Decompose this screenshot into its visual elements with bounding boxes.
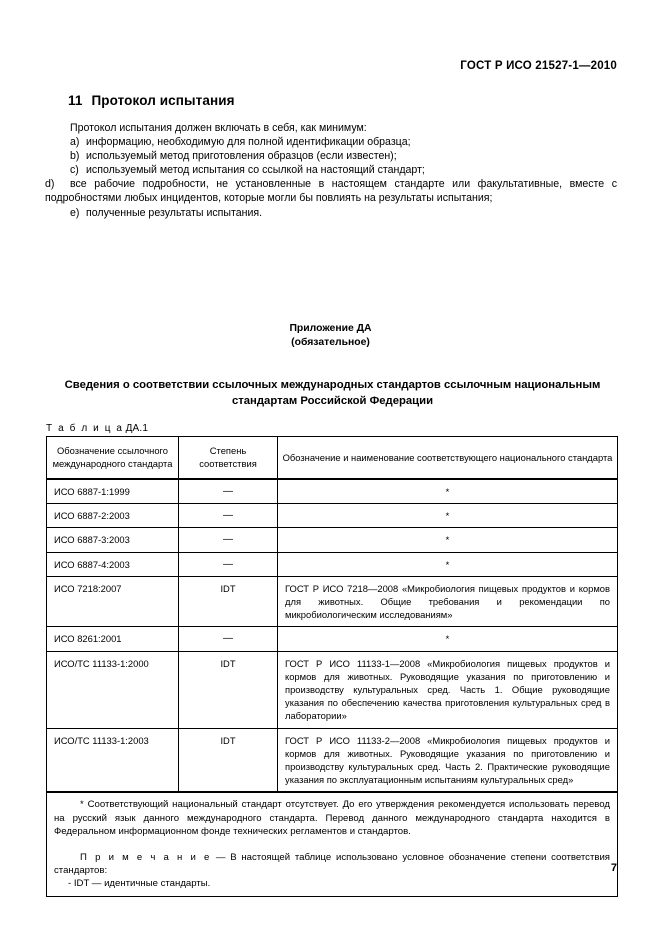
column-header-degree: Степень соответствия <box>179 437 278 480</box>
list-marker: d) <box>45 178 55 191</box>
table-label-prefix: Т а б л и ц а <box>46 423 124 434</box>
cell-degree: — <box>179 552 278 576</box>
list-text: используемый метод испытания со ссылкой на настоящий стандарт; <box>86 164 425 177</box>
column-header-international-standard: Обозначение ссылочного международного стандарта <box>47 437 179 480</box>
list-item <box>45 149 617 163</box>
clause-heading <box>68 93 235 108</box>
cell-international-standard: ИСО 6887-2:2003 <box>47 504 179 528</box>
cell-international-standard: ИСО/ТС 11133-1:2000 <box>47 651 179 728</box>
clause-number: 11 <box>68 93 83 108</box>
annex-caption-line2: (обязательное) <box>291 336 370 348</box>
table-label <box>46 423 148 434</box>
cell-national-standard: * <box>278 479 618 504</box>
cell-degree: IDT <box>179 576 278 627</box>
cell-national-standard: * <box>278 627 618 651</box>
list-marker: b) <box>70 150 80 163</box>
cell-degree: IDT <box>179 728 278 792</box>
clause-intro: Протокол испытания должен включать в себя, как минимум: <box>70 122 367 134</box>
table-row <box>47 576 618 627</box>
cell-international-standard: ИСО 7218:2007 <box>47 576 179 627</box>
table-label-number: ДА.1 <box>125 423 149 434</box>
annex-caption <box>0 322 661 349</box>
table-row <box>47 651 618 728</box>
list-marker: a) <box>70 136 80 149</box>
table-footnote-row <box>47 792 618 896</box>
table-row <box>47 728 618 792</box>
cell-international-standard: ИСО 6887-4:2003 <box>47 552 179 576</box>
cell-international-standard: ИСО 8261:2001 <box>47 627 179 651</box>
cell-international-standard: ИСО 6887-3:2003 <box>47 528 179 552</box>
cell-international-standard: ИСО/ТС 11133-1:2003 <box>47 728 179 792</box>
cell-national-standard: * <box>278 528 618 552</box>
annex-caption-line1: Приложение ДА <box>289 323 372 334</box>
list-marker: c) <box>70 164 79 177</box>
table-footnote-cell <box>47 792 618 896</box>
table-row <box>47 552 618 576</box>
list-text: используемый метод приготовления образцов (если известен); <box>86 150 397 163</box>
list-item <box>45 163 617 177</box>
page-number: 7 <box>610 862 617 874</box>
footnote-note-text: — В настоящей таблице использовано условное обозначение степени соответствия стандартов: <box>54 852 611 877</box>
cell-degree: — <box>179 528 278 552</box>
cell-national-standard: * <box>278 552 618 576</box>
list-item <box>45 177 617 205</box>
list-text: все рабочие подробности, не установленные в настоящем стандарте или факультативные, вместе с подробностями любых инцидентов, которые могли бы повлиять на результаты испытания; <box>45 178 617 205</box>
cell-national-standard: ГОСТ Р ИСО 11133-2—2008 «Микробиология пищевых продуктов и кормов для животных. Руководящие указания по приготовлению и производству культуральных сред. Часть 2. Практические руководящие указания по эксплуатационным испытаниям культуральных сред» <box>278 728 618 792</box>
table-row <box>47 627 618 651</box>
column-header-national-standard: Обозначение и наименование соответствующего национального стандарта <box>278 437 618 480</box>
clause-body <box>45 121 617 220</box>
table-row <box>47 504 618 528</box>
cell-degree: — <box>179 627 278 651</box>
clause-title: Протокол испытания <box>91 93 235 108</box>
cell-international-standard: ИСО 6887-1:1999 <box>47 479 179 504</box>
table-header-row <box>47 437 618 480</box>
footnote-note <box>54 851 610 877</box>
cell-national-standard: ГОСТ Р ИСО 11133-1—2008 «Микробиология пищевых продуктов и кормов для животных. Руководящие указания по приготовлению и производству культуральных сред. Часть 1. Общие руководящие указания по обеспечению качества приготовления культуральных сред в лаборатории» <box>278 651 618 728</box>
list-item <box>45 135 617 149</box>
cell-degree: IDT <box>179 651 278 728</box>
cell-degree: — <box>179 479 278 504</box>
list-text: информацию, необходимую для полной идентификации образца; <box>86 136 411 149</box>
correspondence-table <box>46 436 618 897</box>
cell-national-standard: ГОСТ Р ИСО 7218—2008 «Микробиология пищевых продуктов и кормов для животных. Общие требования и рекомендации по микробиологическим исследованиям» <box>278 576 618 627</box>
footnote-note-sub: - IDT — идентичные стандарты. <box>68 878 211 890</box>
cell-degree: — <box>179 504 278 528</box>
running-head: ГОСТ Р ИСО 21527-1—2010 <box>460 60 617 72</box>
table-row <box>47 528 618 552</box>
footnote-note-label: П р и м е ч а н и е <box>80 852 212 864</box>
list-item <box>45 206 617 220</box>
cell-national-standard: * <box>278 504 618 528</box>
footnote-star-text: * Соответствующий национальный стандарт отсутствует. До его утверждения рекомендуется использовать перевод на русский язык данного международного стандарта. Перевод данного международного стандарта находится в Федеральном информационном фонде технических регламентов и стандартов. <box>54 799 610 837</box>
table-row <box>47 479 618 504</box>
list-text: полученные результаты испытания. <box>86 206 263 219</box>
annex-title: Сведения о соответствии ссылочных международных стандартов ссылочным национальным стандартам Российской Федерации <box>64 379 601 407</box>
list-marker: e) <box>70 206 80 219</box>
